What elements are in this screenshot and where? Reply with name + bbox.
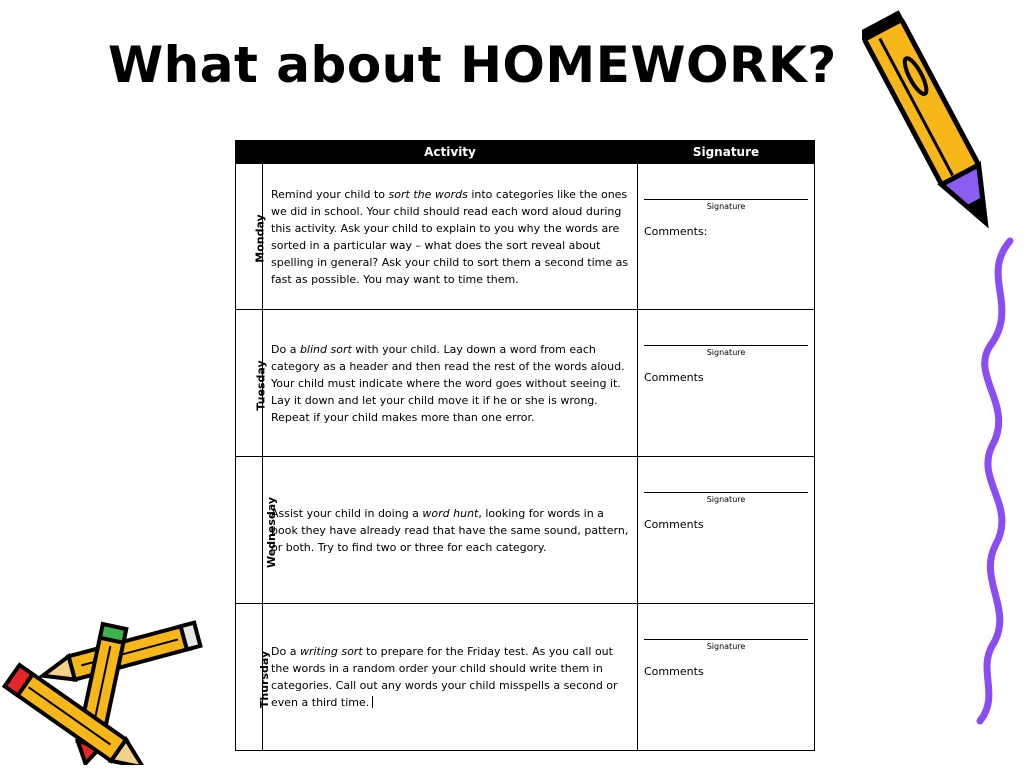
text-cursor (372, 696, 373, 708)
activity-emphasis: word hunt (422, 506, 479, 520)
activity-cell (263, 604, 638, 751)
comments-label: Comments (644, 518, 704, 531)
signature-label: Signature (706, 202, 746, 211)
activity-text: Remind your child to (271, 187, 389, 201)
signature-cell (638, 604, 815, 751)
day-cell (236, 310, 268, 457)
activity-cell (263, 164, 638, 310)
homework-table (235, 140, 815, 751)
signature-line[interactable] (644, 199, 808, 200)
activity-emphasis: writing sort (299, 645, 363, 658)
activity-emphasis: sort the words (388, 187, 468, 201)
day-label: Tuesday (254, 359, 268, 411)
activity-emphasis: blind sort (299, 342, 352, 356)
activity-cell (263, 310, 638, 457)
signature-cell (638, 164, 815, 310)
day-cell (236, 457, 279, 604)
table-header-row (236, 141, 815, 164)
comments-label: Comments (644, 371, 704, 384)
activity-text: Do a (271, 342, 300, 356)
signature-label: Signature (706, 495, 746, 504)
pencil-icon (862, 4, 1002, 244)
day-label: Thursday (258, 650, 272, 708)
signature-label: Signature (706, 642, 746, 651)
table-row (236, 457, 815, 604)
activity-text: Assist your child in doing a (271, 506, 423, 520)
signature-line[interactable] (644, 492, 808, 493)
activity-text: Do a (271, 645, 300, 658)
activity-text: with your child. Lay down a word from each category as a header and then read the rest of the words aloud. Your child must indicate where the word goes without seeing it. Lay it down and let your child move it if he or she is wrong. Repeat if your child makes more than one error. (271, 342, 625, 424)
signature-label: Signature (706, 348, 746, 357)
activity-text: into categories like the ones we did in school. Your child should read each word aloud during this activity. Ask your child to explain to you why the words are sorted in a particular way – what does the sort reveal about spelling in general? Ask your child to sort them a second time as fast as possible. You may want to time them. (271, 187, 629, 286)
slide-title: What about HOMEWORK? (108, 36, 837, 94)
comments-label: Comments (644, 665, 704, 678)
table-row (236, 604, 815, 751)
day-cell (236, 164, 267, 310)
pencils-cluster-icon (0, 615, 210, 765)
signature-column-header: Signature (638, 141, 815, 164)
day-cell (236, 604, 272, 751)
activity-column-header: Activity (263, 141, 638, 164)
signature-cell (638, 310, 815, 457)
day-label: Monday (253, 214, 267, 263)
signature-line[interactable] (644, 345, 808, 346)
day-column-header (236, 141, 263, 164)
activity-cell (263, 457, 638, 604)
table-row (236, 310, 815, 457)
day-label: Wednesday (265, 496, 279, 568)
comments-label: Comments: (644, 225, 708, 238)
table-row (236, 164, 815, 310)
signature-line[interactable] (644, 639, 808, 640)
activity-text: , looking for words in a book they have already read that have the same sound, pattern, or both. Try to find two or three for each category. (271, 506, 629, 554)
squiggle-line (970, 236, 1024, 726)
signature-cell (638, 457, 815, 604)
activity-text: to prepare for the Friday test. As you call out the words in a random order your child should write them in categories. Call out any words your child misspells a second or even a third time. (271, 645, 618, 709)
